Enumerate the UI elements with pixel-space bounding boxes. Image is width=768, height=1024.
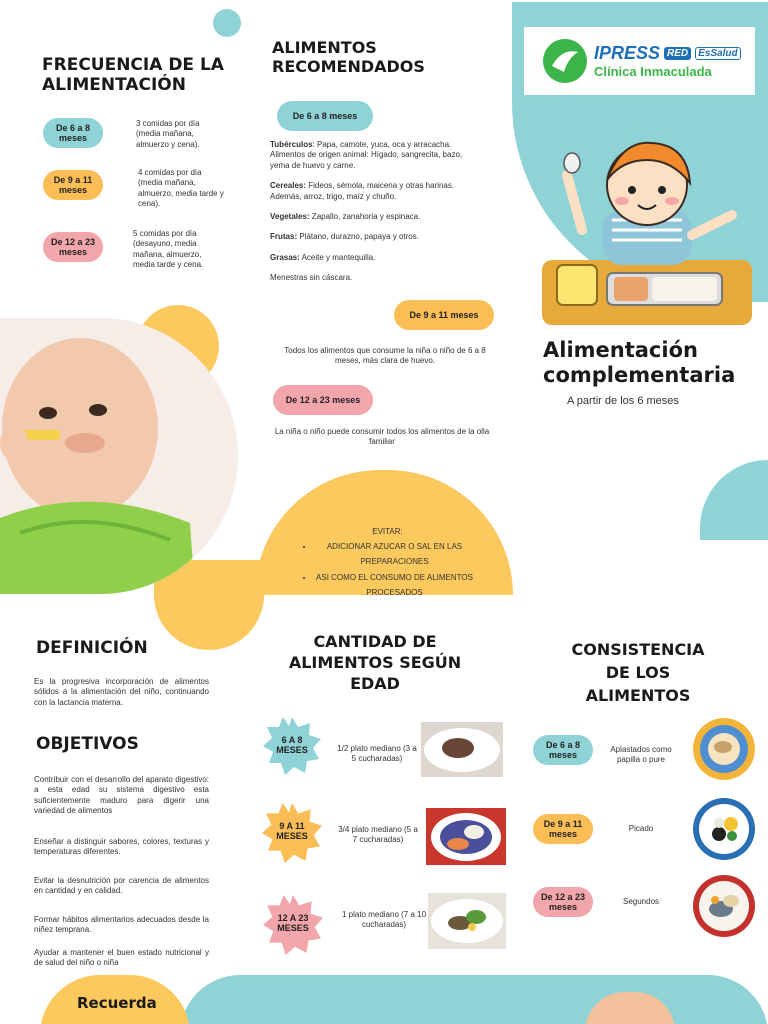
recomendados-text-12-23: La niña o niño puede consumir todos los alimentos de la olla familiar [274,427,490,447]
cantidad-age-badge [262,803,322,863]
food-bowl-image [693,875,755,937]
cantidad-age-text: 12 A 23 MESES [277,913,309,934]
decor-circle-small-teal [213,9,241,37]
frecuencia-age-pill: De 6 a 8 meses [43,118,103,148]
objetivos-title: OBJETIVOS [36,734,139,754]
frecuencia-text: 5 comidas por día (desayuno, media mañana, almuerzo, media tarde y cena. [133,229,204,270]
frecuencia-age-pill: De 12 a 23 meses [43,232,103,262]
cantidad-age-text: 6 A 8 MESES [276,735,308,756]
recomendados-groups [270,140,480,284]
recomendados-pill-9-11: De 9 a 11 meses [394,300,494,330]
decor-teal-quarter [700,460,768,540]
cover-title-line2: complementaria [543,362,736,387]
consistencia-age-pill: De 12 a 23 meses [533,887,593,917]
consistencia-text: Segundos [622,897,660,906]
group-label: Vegetales: [270,211,310,221]
inmaculada-label: Inmaculada [640,64,712,79]
group-label: Grasas: [270,252,300,262]
evitar-item: • ADICIONAR AZUCAR O SAL EN LAS PREPARACIONES [314,539,475,569]
clinica-label: Clínica [594,64,637,79]
logo-box [524,27,755,95]
group-label: Cereales: [270,181,307,191]
recuerda-label: Recuerda [77,994,157,1012]
cover-subtitle: A partir de los 6 meses [567,395,679,407]
definicion-title: DEFINICIÓN [36,638,148,658]
menestras-text: Menestras sin cáscara. [270,273,353,283]
objetivo-item: Ayudar a mantener el buen estado nutricional y de salud del niño o niña [34,948,209,968]
consistencia-age-pill: De 6 a 8 meses [533,735,593,765]
recomendados-title: ALIMENTOS RECOMENDADOS [272,38,425,77]
group-label: Frutas: [270,232,298,242]
recomendados-pill-6-8: De 6 a 8 meses [277,101,373,131]
cantidad-age-badge [263,895,323,955]
cantidad-text: 1 plato mediano (7 a 10 cucharadas) [341,910,427,930]
food-plate-image [428,893,506,949]
definicion-text: Es la progresiva incorporación de alimentos sólidos a la alimentación del niño, continuando con la lactancia materna. [34,677,209,707]
red-label: RED [664,47,691,60]
essalud-label: EsSalud [695,47,740,60]
consistencia-text: Picado [628,824,654,833]
decor-bottom-teal-band [180,975,768,1024]
objetivo-item: Contribuir con el desarrollo del aparato digestivo: a esta edad su sistema digestivo esta suficientemente maduro para digerir una variedad de alimentos [34,775,209,816]
consistencia-title: CONSISTENCIA DE LOS ALIMENTOS [571,640,705,706]
cantidad-text: 3/4 plato mediano (5 a 7 cucharadas) [338,825,418,845]
frecuencia-age-pill: De 9 a 11 meses [43,170,103,200]
group-text: : Papa, camote, yuca, oca y arracacha. Alimentos de origen animal: Hígado, sangrecita, bazo, yema de huevo y carne. [270,140,463,170]
objetivo-item: Formar hábitos alimentarios adecuados desde la niñez temprana. [34,915,209,935]
frecuencia-text: 3 comidas por día (media mañana, almuerzo y cena). [136,119,200,149]
recomendados-text-9-11: Todos los alimentos que consume la niña o niño de 6 a 8 meses, más clara de huevo. [284,346,486,366]
objetivo-item: Enseñar a distinguir sabores, colores, texturas y temperaturas diferentes. [34,837,209,857]
recomendados-pill-12-23: De 12 a 23 meses [273,385,373,415]
group-label: Tubérculos [270,140,313,149]
food-bowl-image [693,798,755,860]
evitar-title: EVITAR: [372,527,403,536]
objetivo-item: Evitar la desnutrición por carencia de alimentos en cantidad y en calidad. [34,876,209,896]
essalud-logo-icon [542,38,588,84]
cantidad-title: CANTIDAD DE ALIMENTOS SEGÚN EDAD [288,632,462,693]
evitar-item: • ASI COMO EL CONSUMO DE ALIMENTOS PROCESADOS [314,570,475,600]
group-text: Fideos, sémola, maicena y otras harinas. Además, arroz, trigo, maíz y chuño. [270,181,455,201]
group-text: Plátano, durazno, papaya y otros. [297,232,419,242]
group-text: Zapallo, zanahoria y espinaca. [309,211,421,221]
group-text: Aceite y mantequilla. [299,252,376,262]
cantidad-age-badge [263,717,321,775]
cover-title-line1: Alimentación [543,338,698,362]
consistencia-text: Aplastados como papilla o pure [610,745,672,765]
frecuencia-text: 4 comidas por día (media mañana, almuerzo, media tarde y cena). [138,168,224,209]
food-plate-image [426,808,506,865]
food-plate-image [421,722,503,777]
cantidad-text: 1/2 plato mediano (3 a 5 cucharadas) [337,744,417,764]
cartoon-child-eating [542,135,752,330]
cantidad-age-text: 9 A 11 MESES [276,821,308,842]
cover-title [543,338,735,388]
ipress-label: IPRESS [594,43,661,63]
consistencia-age-pill: De 9 a 11 meses [533,814,593,844]
food-bowl-image [693,718,755,780]
frecuencia-title: FRECUENCIA DE LA ALIMENTACIÓN [42,55,224,96]
evitar-box [300,524,475,600]
